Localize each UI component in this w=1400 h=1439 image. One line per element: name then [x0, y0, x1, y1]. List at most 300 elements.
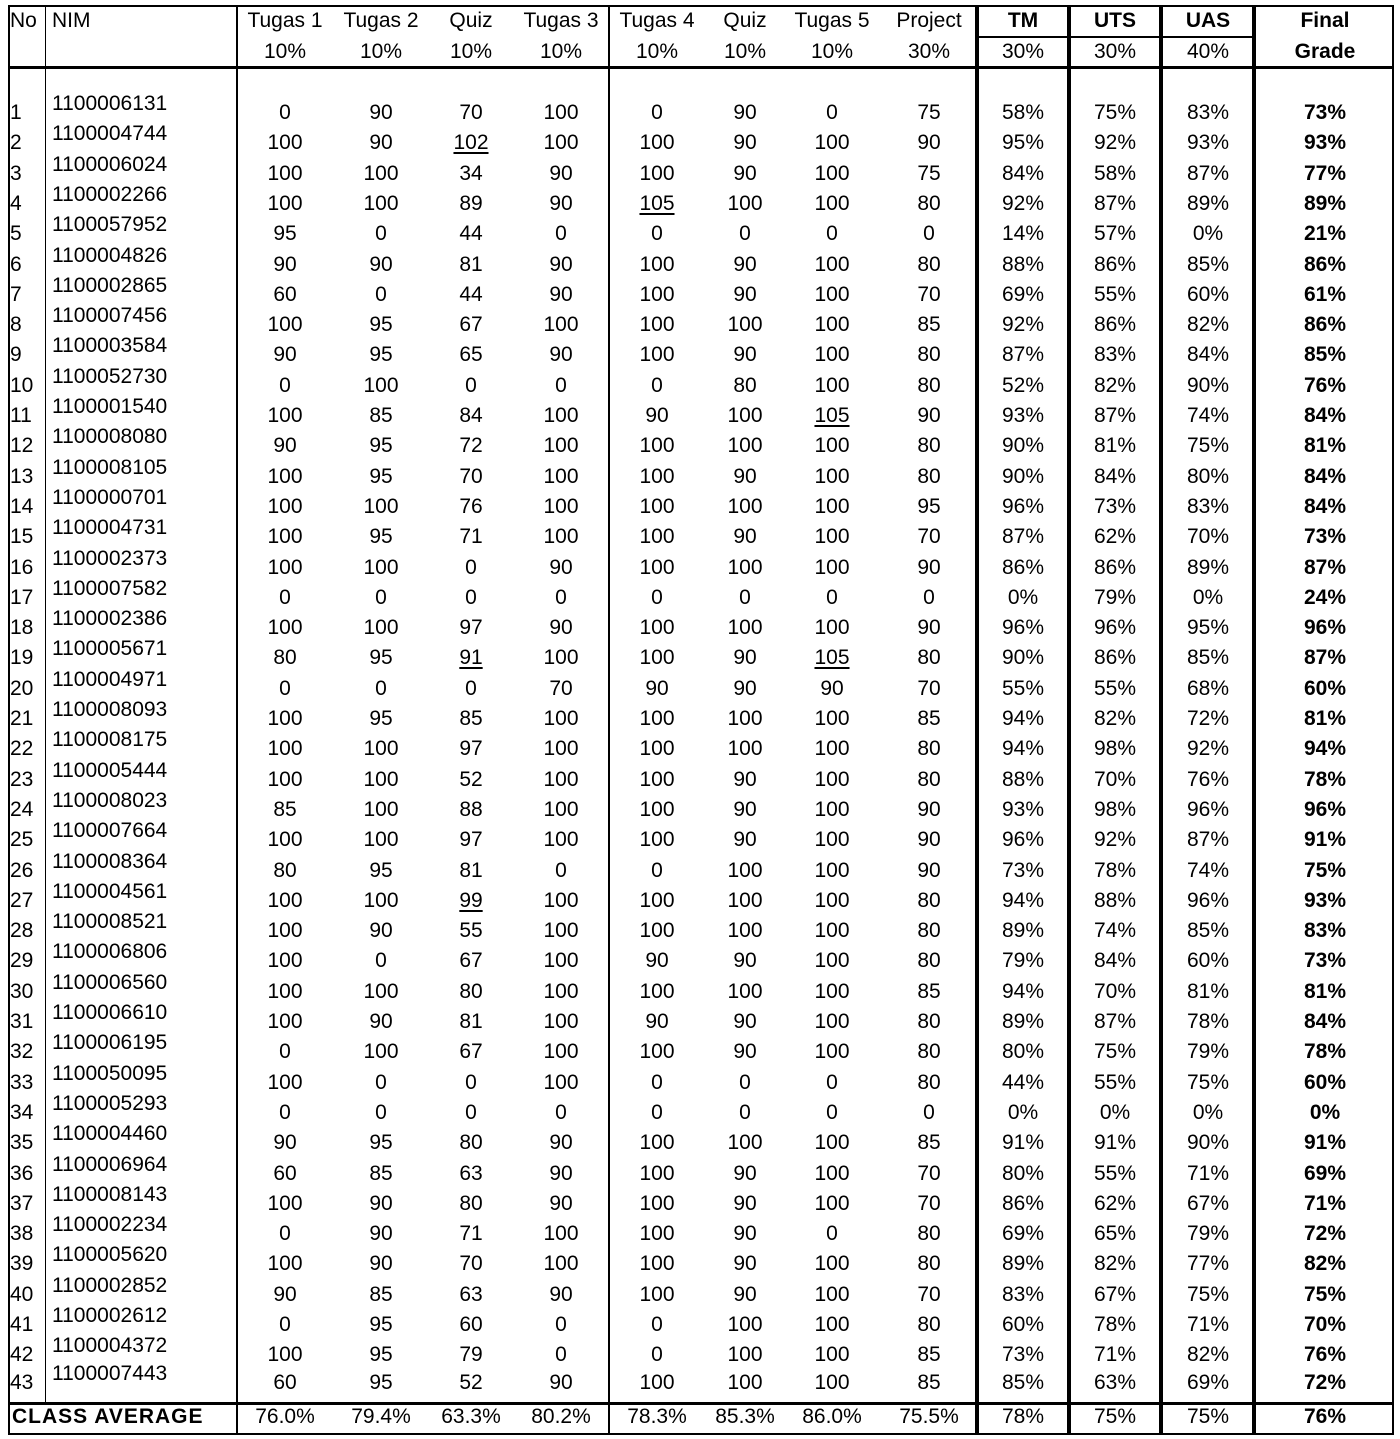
- row-uts: 55%: [1093, 676, 1137, 700]
- row-uas: 81%: [1186, 979, 1230, 1003]
- row-score: 100: [727, 404, 763, 427]
- row-score: 0: [465, 1100, 477, 1124]
- row-score: 70: [917, 282, 941, 306]
- row-tm: 52%: [1001, 373, 1045, 397]
- row-tm: 58%: [1001, 101, 1045, 124]
- row-tm: 55%: [1001, 676, 1045, 700]
- row-tm: 90%: [1001, 646, 1045, 670]
- row-final: 86%: [1303, 252, 1347, 276]
- row-uas: 85%: [1186, 646, 1230, 670]
- row-score: 0: [651, 1070, 663, 1094]
- row-score: 0: [279, 1100, 291, 1124]
- row-final: 70%: [1303, 1313, 1347, 1336]
- row-score: 100: [543, 1010, 579, 1033]
- row-score: 100: [814, 1040, 850, 1064]
- row-score: 0: [826, 222, 838, 246]
- row-score: 100: [639, 282, 675, 306]
- row-score: 0: [826, 101, 838, 124]
- row-score: 100: [814, 949, 850, 973]
- row-score: 100: [363, 797, 399, 821]
- row-score: 52: [459, 1371, 483, 1394]
- row-score: 90: [733, 131, 757, 155]
- row-final: 75%: [1303, 1282, 1347, 1306]
- row-score: 100: [727, 616, 763, 640]
- row-score: 100: [363, 494, 399, 518]
- row-tm: 14%: [1001, 222, 1045, 246]
- row-nim: 1100005444: [52, 758, 168, 782]
- row-score: 90: [733, 1161, 757, 1185]
- row-uas: 67%: [1186, 1191, 1230, 1215]
- row-score: 90: [917, 616, 941, 640]
- class-average-value: 78.3%: [627, 1405, 687, 1428]
- row-uas: 87%: [1186, 828, 1230, 852]
- row-uas: 93%: [1186, 131, 1230, 155]
- row-score: 81: [459, 858, 483, 882]
- row-score: 100: [814, 1191, 850, 1215]
- row-score: 100: [363, 1040, 399, 1064]
- row-score: 100: [814, 1371, 850, 1394]
- row-tm: 86%: [1001, 555, 1045, 579]
- row-no: 12: [10, 434, 34, 458]
- row-uts: 74%: [1093, 919, 1137, 943]
- row-uas: 76%: [1186, 767, 1230, 791]
- row-score: 95: [369, 525, 393, 549]
- row-uas: 60%: [1186, 949, 1230, 973]
- row-score: 100: [267, 555, 303, 579]
- row-score: 100: [543, 404, 579, 427]
- row-uas: 92%: [1186, 737, 1230, 761]
- row-uas: 83%: [1186, 494, 1230, 518]
- row-nim: 1100008143: [52, 1182, 168, 1206]
- row-score: 0: [375, 1070, 387, 1094]
- header-col-weight: 10%: [635, 40, 679, 63]
- row-no: 38: [10, 1222, 34, 1246]
- row-score: 0: [826, 1222, 838, 1246]
- row-score: 100: [639, 1040, 675, 1064]
- row-uts: 71%: [1093, 1343, 1137, 1367]
- row-uas: 85%: [1186, 252, 1230, 276]
- row-no: 28: [10, 919, 34, 943]
- row-score: 84: [459, 404, 483, 427]
- row-score: 0: [375, 949, 387, 973]
- header-col-name: Quiz: [723, 9, 767, 32]
- row-tm: 89%: [1001, 1010, 1045, 1033]
- row-score: 80: [459, 1191, 483, 1215]
- row-nim: 1100004971: [52, 667, 168, 691]
- row-tm: 95%: [1001, 131, 1045, 155]
- row-score: 100: [543, 767, 579, 791]
- row-uas: 78%: [1186, 1010, 1230, 1033]
- row-no: 16: [10, 555, 34, 579]
- row-score: 60: [273, 1371, 297, 1394]
- row-tm: 90%: [1001, 434, 1045, 458]
- row-score: 99: [459, 888, 483, 912]
- row-uas: 60%: [1186, 282, 1230, 306]
- row-uts: 98%: [1093, 737, 1137, 761]
- row-no: 23: [10, 767, 34, 791]
- row-score: 0: [739, 585, 751, 609]
- row-score: 95: [369, 343, 393, 367]
- row-final: 86%: [1303, 313, 1347, 337]
- row-final: 78%: [1303, 767, 1347, 791]
- row-score: 100: [727, 434, 763, 458]
- row-tm: 69%: [1001, 1222, 1045, 1246]
- row-score: 90: [549, 282, 573, 306]
- header-col-name: Tugas 5: [794, 9, 870, 32]
- row-score: 0: [739, 222, 751, 246]
- row-score: 100: [639, 434, 675, 458]
- row-uts: 92%: [1093, 131, 1137, 155]
- row-score: 0: [465, 1070, 477, 1094]
- row-uts: 57%: [1093, 222, 1137, 246]
- row-score: 70: [549, 676, 573, 700]
- row-tm: 88%: [1001, 767, 1045, 791]
- row-uts: 73%: [1093, 494, 1137, 518]
- row-score: 90: [733, 1252, 757, 1276]
- row-tm: 94%: [1001, 737, 1045, 761]
- row-tm: 84%: [1001, 161, 1045, 185]
- row-score: 81: [459, 252, 483, 276]
- row-score: 100: [267, 1191, 303, 1215]
- row-uts: 78%: [1093, 1313, 1137, 1336]
- row-score: 95: [369, 1131, 393, 1155]
- row-score: 100: [814, 373, 850, 397]
- row-score: 80: [917, 343, 941, 367]
- row-score: 95: [369, 1343, 393, 1367]
- row-score: 90: [273, 343, 297, 367]
- row-score: 100: [814, 282, 850, 306]
- row-score: 100: [543, 131, 579, 155]
- row-uas: 90%: [1186, 373, 1230, 397]
- row-final: 87%: [1303, 555, 1347, 579]
- class-average-value: 75.5%: [899, 1405, 959, 1428]
- row-score: 67: [459, 949, 483, 973]
- row-no: 19: [10, 646, 34, 670]
- row-nim: 1100008023: [52, 788, 168, 812]
- class-average-value: 85.3%: [715, 1405, 775, 1428]
- row-uts: 86%: [1093, 252, 1137, 276]
- row-tm: 60%: [1001, 1313, 1045, 1336]
- row-score: 100: [267, 161, 303, 185]
- row-score: 90: [733, 1222, 757, 1246]
- row-score: 100: [543, 313, 579, 337]
- row-score: 80: [917, 373, 941, 397]
- row-no: 4: [10, 191, 22, 215]
- row-score: 100: [814, 1313, 850, 1336]
- row-score: 0: [923, 585, 935, 609]
- row-score: 100: [543, 525, 579, 549]
- row-score: 0: [465, 585, 477, 609]
- row-score: 100: [639, 161, 675, 185]
- row-score: 80: [733, 373, 757, 397]
- row-score: 95: [369, 646, 393, 670]
- row-score: 100: [727, 737, 763, 761]
- row-final: 87%: [1303, 646, 1347, 670]
- sep-thick-1: [975, 5, 979, 1435]
- row-score: 100: [543, 919, 579, 943]
- row-score: 100: [639, 646, 675, 670]
- row-score: 90: [733, 525, 757, 549]
- row-score: 90: [549, 1191, 573, 1215]
- row-final: 84%: [1303, 464, 1347, 488]
- row-score: 80: [459, 979, 483, 1003]
- row-tm: 90%: [1001, 464, 1045, 488]
- row-uts: 58%: [1093, 161, 1137, 185]
- row-tm: 96%: [1001, 828, 1045, 852]
- row-score: 0: [555, 373, 567, 397]
- row-uas: 84%: [1186, 343, 1230, 367]
- row-no: 42: [10, 1343, 34, 1367]
- row-score: 100: [363, 737, 399, 761]
- class-average-value: 79.4%: [351, 1405, 411, 1428]
- row-score: 100: [543, 707, 579, 730]
- row-tm: 88%: [1001, 252, 1045, 276]
- row-score: 80: [273, 858, 297, 882]
- row-tm: 89%: [1001, 919, 1045, 943]
- row-score: 60: [273, 1161, 297, 1185]
- row-no: 18: [10, 616, 34, 640]
- row-tm: 94%: [1001, 707, 1045, 730]
- row-score: 100: [543, 1222, 579, 1246]
- row-score: 100: [639, 1371, 675, 1394]
- sep-no-nim: [45, 5, 46, 1403]
- row-score: 85: [917, 1371, 941, 1394]
- row-score: 85: [917, 1131, 941, 1155]
- row-uts: 75%: [1093, 1040, 1137, 1064]
- row-score: 90: [549, 1131, 573, 1155]
- row-score: 100: [814, 464, 850, 488]
- row-score: 100: [543, 737, 579, 761]
- row-score: 63: [459, 1161, 483, 1185]
- row-score: 105: [814, 646, 850, 670]
- row-no: 25: [10, 828, 34, 852]
- row-score: 100: [267, 131, 303, 155]
- row-score: 105: [814, 404, 850, 427]
- row-score: 0: [555, 1313, 567, 1336]
- row-nim: 1100002386: [52, 607, 168, 631]
- row-uas: 71%: [1186, 1313, 1230, 1336]
- row-score: 100: [639, 828, 675, 852]
- border-left: [8, 5, 10, 1435]
- row-score: 100: [543, 464, 579, 488]
- row-score: 100: [814, 707, 850, 730]
- row-final: 76%: [1303, 1343, 1347, 1367]
- row-score: 100: [727, 858, 763, 882]
- row-uts: 82%: [1093, 373, 1137, 397]
- row-score: 90: [733, 1191, 757, 1215]
- row-score: 0: [555, 858, 567, 882]
- row-final: 72%: [1303, 1222, 1347, 1246]
- row-uas: 74%: [1186, 404, 1230, 427]
- row-score: 100: [543, 1070, 579, 1094]
- row-score: 0: [923, 222, 935, 246]
- row-score: 0: [465, 676, 477, 700]
- row-score: 100: [727, 313, 763, 337]
- row-uas: 68%: [1186, 676, 1230, 700]
- header-col-weight: 10%: [539, 40, 583, 63]
- header-uas-underline: [1163, 36, 1252, 38]
- row-score: 0: [923, 1100, 935, 1124]
- row-uts: 63%: [1093, 1371, 1137, 1394]
- row-nim: 1100007443: [52, 1362, 168, 1385]
- row-score: 80: [917, 919, 941, 943]
- row-score: 90: [733, 797, 757, 821]
- row-score: 90: [733, 282, 757, 306]
- row-score: 90: [549, 555, 573, 579]
- row-uas: 87%: [1186, 161, 1230, 185]
- row-uts: 87%: [1093, 1010, 1137, 1033]
- sep-tugas3: [608, 5, 610, 1435]
- row-score: 100: [639, 252, 675, 276]
- row-no: 15: [10, 525, 34, 549]
- row-final: 81%: [1303, 707, 1347, 730]
- row-score: 55: [459, 919, 483, 943]
- row-score: 100: [814, 1282, 850, 1306]
- row-score: 0: [651, 1343, 663, 1367]
- row-score: 90: [917, 797, 941, 821]
- row-score: 90: [273, 1282, 297, 1306]
- row-score: 70: [459, 101, 483, 124]
- row-score: 80: [917, 1313, 941, 1336]
- row-nim: 1100008093: [52, 698, 168, 721]
- header-col-weight: 10%: [263, 40, 307, 63]
- row-score: 90: [733, 464, 757, 488]
- row-score: 90: [820, 676, 844, 700]
- row-score: 95: [369, 707, 393, 730]
- row-score: 100: [639, 1222, 675, 1246]
- row-score: 67: [459, 1040, 483, 1064]
- row-score: 100: [639, 888, 675, 912]
- row-uts: 55%: [1093, 1161, 1137, 1185]
- row-final: 0%: [1309, 1100, 1341, 1124]
- row-nim: 1100007582: [52, 576, 168, 600]
- row-score: 0: [826, 585, 838, 609]
- row-uas: 70%: [1186, 525, 1230, 549]
- row-score: 80: [917, 949, 941, 973]
- row-score: 90: [733, 676, 757, 700]
- row-score: 90: [369, 101, 393, 124]
- row-score: 0: [651, 585, 663, 609]
- sep-thick-4: [1252, 5, 1256, 1435]
- row-score: 71: [459, 1222, 483, 1246]
- row-score: 0: [651, 373, 663, 397]
- row-final: 85%: [1303, 343, 1347, 367]
- row-final: 94%: [1303, 737, 1347, 761]
- row-nim: 1100057952: [52, 213, 168, 237]
- row-no: 30: [10, 979, 34, 1003]
- row-score: 97: [459, 737, 483, 761]
- row-nim: 1100008105: [52, 455, 168, 479]
- class-average-final: 76%: [1303, 1405, 1347, 1428]
- row-score: 100: [363, 767, 399, 791]
- row-nim: 1100006024: [52, 152, 168, 176]
- row-score: 100: [814, 494, 850, 518]
- row-uas: 85%: [1186, 919, 1230, 943]
- row-uts: 84%: [1093, 949, 1137, 973]
- row-score: 95: [273, 222, 297, 246]
- row-final: 91%: [1303, 828, 1347, 852]
- row-score: 65: [459, 343, 483, 367]
- header-tm-underline: [979, 36, 1067, 38]
- row-tm: 80%: [1001, 1161, 1045, 1185]
- row-tm: 96%: [1001, 616, 1045, 640]
- row-score: 90: [917, 828, 941, 852]
- row-no: 9: [10, 343, 22, 367]
- row-no: 40: [10, 1282, 34, 1306]
- row-no: 24: [10, 797, 34, 821]
- row-final: 96%: [1303, 616, 1347, 640]
- row-final: 84%: [1303, 1010, 1347, 1033]
- header-col-weight: 30%: [1093, 40, 1137, 63]
- row-nim: 1100004731: [52, 516, 168, 540]
- row-uas: 96%: [1186, 888, 1230, 912]
- row-nim: 1100005293: [52, 1091, 168, 1115]
- row-score: 95: [369, 1313, 393, 1336]
- row-score: 85: [459, 707, 483, 730]
- row-no: 32: [10, 1040, 34, 1064]
- row-tm: 93%: [1001, 404, 1045, 427]
- row-nim: 1100008080: [52, 425, 168, 449]
- row-score: 52: [459, 767, 483, 791]
- row-no: 33: [10, 1070, 34, 1094]
- row-score: 100: [267, 313, 303, 337]
- row-score: 90: [549, 1161, 573, 1185]
- row-score: 70: [917, 676, 941, 700]
- row-final: 61%: [1303, 282, 1347, 306]
- row-score: 100: [727, 494, 763, 518]
- row-score: 80: [459, 1131, 483, 1155]
- row-score: 90: [733, 1010, 757, 1033]
- class-average-label: CLASS AVERAGE: [12, 1405, 204, 1428]
- row-score: 80: [917, 737, 941, 761]
- row-score: 80: [273, 646, 297, 670]
- row-final: 72%: [1303, 1371, 1347, 1394]
- row-score: 100: [363, 979, 399, 1003]
- row-score: 95: [369, 858, 393, 882]
- row-score: 70: [917, 1282, 941, 1306]
- row-no: 13: [10, 464, 34, 488]
- row-score: 100: [363, 828, 399, 852]
- row-score: 70: [917, 1161, 941, 1185]
- row-uas: 95%: [1186, 616, 1230, 640]
- header-no: No: [10, 9, 37, 32]
- row-score: 79: [459, 1343, 483, 1367]
- row-uts: 87%: [1093, 404, 1137, 427]
- row-score: 95: [369, 464, 393, 488]
- row-tm: 80%: [1001, 1040, 1045, 1064]
- header-col-name: Tugas 4: [619, 9, 695, 32]
- class-average-value: 63.3%: [441, 1405, 501, 1428]
- row-uas: 69%: [1186, 1371, 1230, 1394]
- row-score: 100: [543, 888, 579, 912]
- row-no: 1: [10, 101, 22, 124]
- row-score: 95: [369, 1371, 393, 1394]
- row-score: 80: [917, 767, 941, 791]
- row-uas: 80%: [1186, 464, 1230, 488]
- row-score: 90: [733, 252, 757, 276]
- row-uas: 72%: [1186, 707, 1230, 730]
- row-score: 90: [369, 1252, 393, 1276]
- row-score: 100: [814, 767, 850, 791]
- row-nim: 1100008364: [52, 849, 168, 873]
- row-nim: 1100006964: [52, 1152, 168, 1176]
- row-uts: 86%: [1093, 313, 1137, 337]
- row-score: 0: [651, 222, 663, 246]
- row-final: 83%: [1303, 919, 1347, 943]
- row-score: 44: [459, 282, 483, 306]
- row-uts: 62%: [1093, 1191, 1137, 1215]
- row-score: 100: [814, 797, 850, 821]
